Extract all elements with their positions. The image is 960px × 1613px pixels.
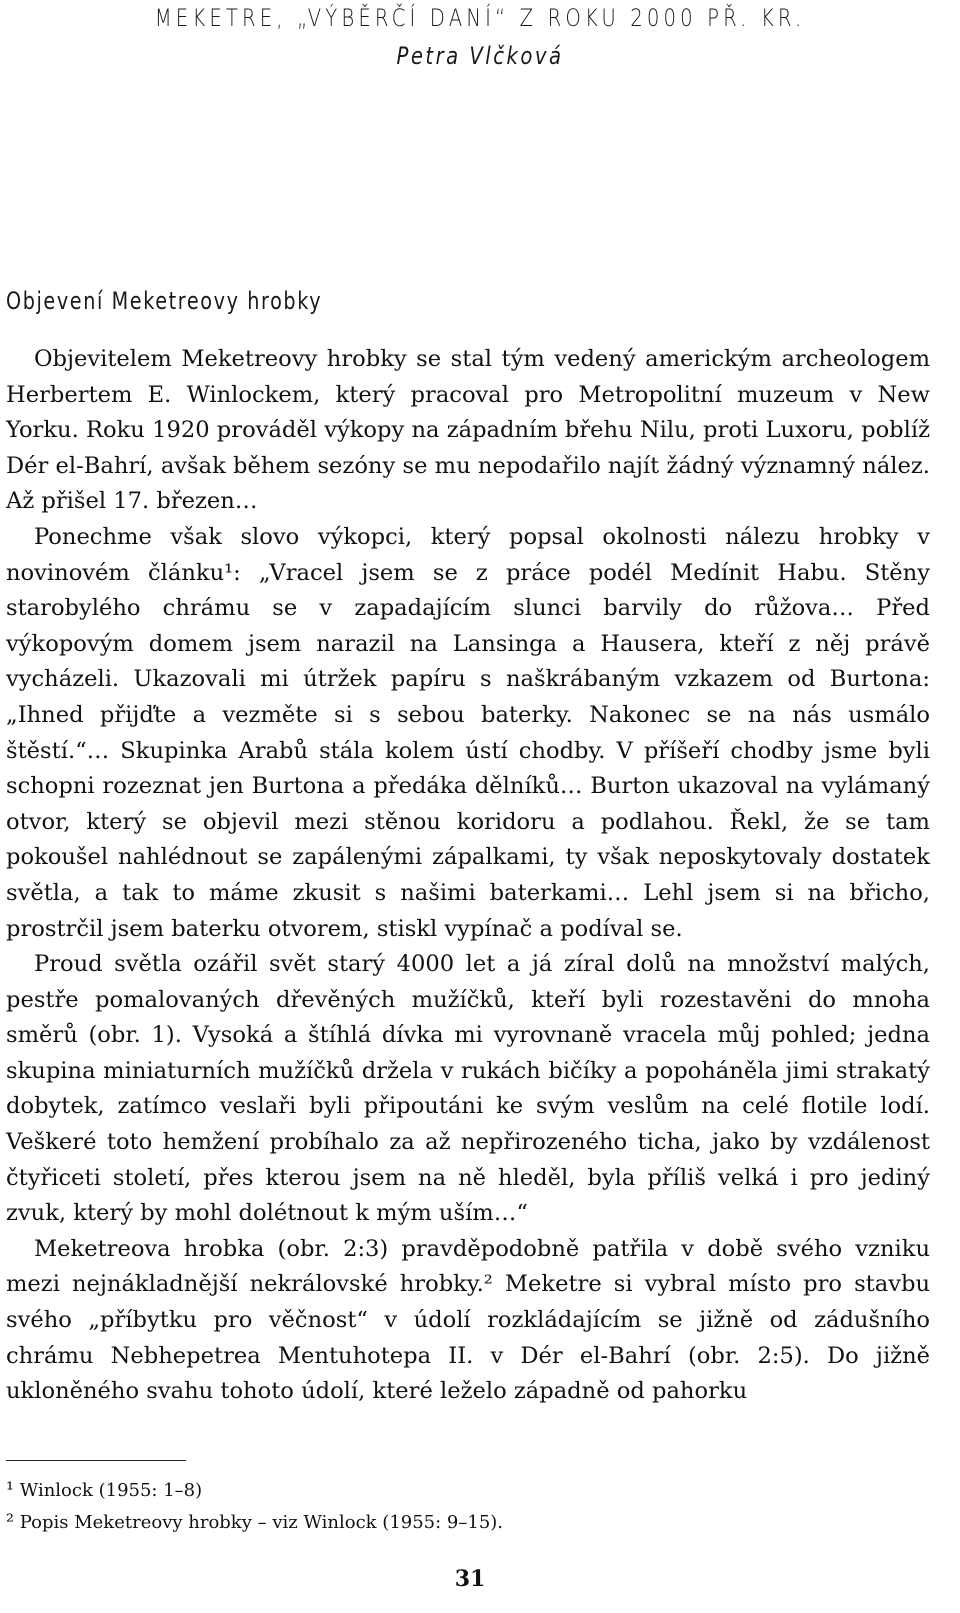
paragraph-3: Proud světla ozářil svět starý 4000 let a já zíral dolů na množství malých, pestře pomalovaných dřevěných mužíčků, kteří byli rozestavěni do mnoha směrů (obr. 1). Vysoká a štíhlá dívka mi vyrovnaně vracela můj pohled; jedna skupina miniaturních mužíčků držela v rukách bičíky a popoháněla jimi strakatý dobytek, zatímco veslaři byli připoutáni ke svým veslům na celé flotile lodí. Veškeré toto hemžení probíhalo za až nepřirozeného ticha, jako by vzdálenost čtyřiceti století, přes kterou jsem na ně hleděl, byla příliš velká i pro jediný zvuk, který by mohl dolétnout k mým uším…“ <box>6 951 930 1227</box>
running-header-title: MEKETRE, „VÝBĚRČÍ DANÍ“ Z ROKU 2000 PŘ. KR. <box>154 4 806 32</box>
body-text <box>6 342 930 1410</box>
section-heading: Objevení Meketreovy hrobky <box>6 287 323 315</box>
footnote-2 <box>6 1506 926 1538</box>
running-header-author: Petra Vlčková <box>396 42 564 70</box>
footnote-1 <box>6 1474 926 1506</box>
footnotes <box>6 1474 926 1538</box>
footnote-text: Winlock (1955: 1–8) <box>19 1480 203 1501</box>
footnote-divider <box>6 1460 186 1461</box>
footnote-text: Popis Meketreovy hrobky – viz Winlock (1955: 9–15). <box>19 1512 504 1533</box>
page-number: 31 <box>454 1566 486 1592</box>
footnote-mark: ¹ <box>6 1477 15 1501</box>
paragraph-2: Ponechme však slovo výkopci, který popsal okolnosti nálezu hrobky v novinovém článku¹: „Vracel jsem se z práce podél Medínit Habu. Stěny starobylého chrámu se v zapadajícím slunci barvily do růžova… Před výkopovým domem jsem narazil na Lansinga a Hausera, kteří z něj právě vycházeli. Ukazovali mi útržek papíru s naškrábaným vzkazem od Burtona: „Ihned přijďte a vezměte si s sebou baterky. Nakonec se na nás usmálo štěstí.“… Skupinka Arabů stála kolem ústí chodby. V příšeří chodby jsme byli schopni rozeznat jen Burtona a předáka dělníků… Burton ukazoval na vylámaný otvor, který se objevil mezi stěnou koridoru a podlahou. Řekl, že se tam pokoušel nahlédnout se zapálenými zápalkami, ty však neposkytovaly dostatek světla, a tak to máme zkusit s našimi baterkami… Lehl jsem si na břicho, prostrčil jsem baterku otvorem, stiskl vypínač a podíval se. <box>6 523 930 942</box>
paragraph-4: Meketreova hrobka (obr. 2:3) pravděpodobně patřila v době svého vzniku mezi nejnákladnější nekrálovské hrobky.² Meketre si vybral místo pro stavbu svého „příbytku pro věčnost“ v údolí rozkládajícím se jižně od zádušního chrámu Nebhepetrea Mentuhotepa II. v Dér el-Bahrí (obr. 2:5). Do jižně ukloněného svahu tohoto údolí, které leželo západně od pahorku <box>6 1235 930 1405</box>
paragraph-1: Objevitelem Meketreovy hrobky se stal tým vedený americkým archeologem Herbertem E. Winlockem, který pracoval pro Metropolitní muzeum v New Yorku. Roku 1920 prováděl výkopy na západním břehu Nilu, proti Luxoru, poblíž Dér el-Bahrí, avšak během sezóny se mu nepodařilo najít žádný významný nález. Až přišel 17. březen… <box>6 346 930 515</box>
footnote-mark: ² <box>6 1509 15 1533</box>
